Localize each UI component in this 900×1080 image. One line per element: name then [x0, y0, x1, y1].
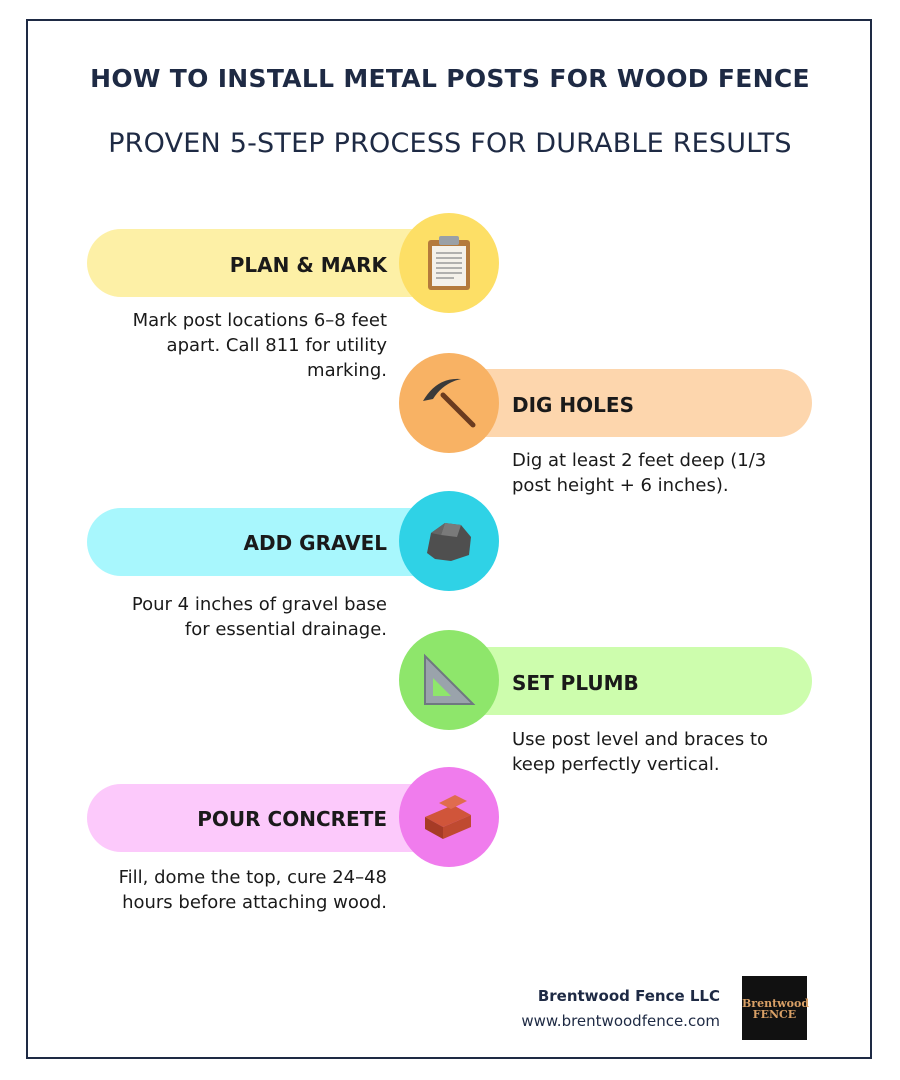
- step-2-circle: [399, 353, 499, 453]
- pickaxe-icon: [399, 353, 499, 453]
- step-3-circle: [399, 491, 499, 591]
- step-4-title: SET PLUMB: [512, 671, 639, 695]
- company-logo: [742, 976, 810, 1040]
- rock-icon: [399, 491, 499, 591]
- step-1-title: PLAN & MARK: [229, 253, 387, 277]
- step-4-description: Use post level and braces to keep perfectly vertical.: [512, 729, 769, 775]
- step-5-description: Fill, dome the top, cure 24–48 hours before attaching wood.: [118, 867, 387, 913]
- step-5-circle: [399, 767, 499, 867]
- company-website[interactable]: www.brentwoodfence.com: [521, 1012, 720, 1030]
- page-subtitle: PROVEN 5-STEP PROCESS FOR DURABLE RESULTS: [108, 128, 792, 159]
- step-1-circle: [399, 213, 499, 313]
- clipboard-icon: [399, 213, 499, 313]
- step-5-title: POUR CONCRETE: [197, 807, 387, 831]
- logo-text: Brentwood FENCE: [742, 997, 810, 1021]
- page-title: HOW TO INSTALL METAL POSTS FOR WOOD FENCE: [90, 64, 810, 93]
- step-2-description: Dig at least 2 feet deep (1/3 post height + 6 inches).: [512, 450, 767, 496]
- step-3-title: ADD GRAVEL: [243, 531, 387, 555]
- step-1-description: Mark post locations 6–8 feet apart. Call 811 for utility marking.: [132, 310, 387, 381]
- step-2-title: DIG HOLES: [512, 393, 634, 417]
- step-3-description: Pour 4 inches of gravel base for essential drainage.: [131, 594, 387, 640]
- triangle-ruler-icon: [399, 630, 499, 730]
- company-name: Brentwood Fence LLC: [537, 987, 720, 1005]
- step-4-circle: [399, 630, 499, 730]
- bricks-icon: [399, 767, 499, 867]
